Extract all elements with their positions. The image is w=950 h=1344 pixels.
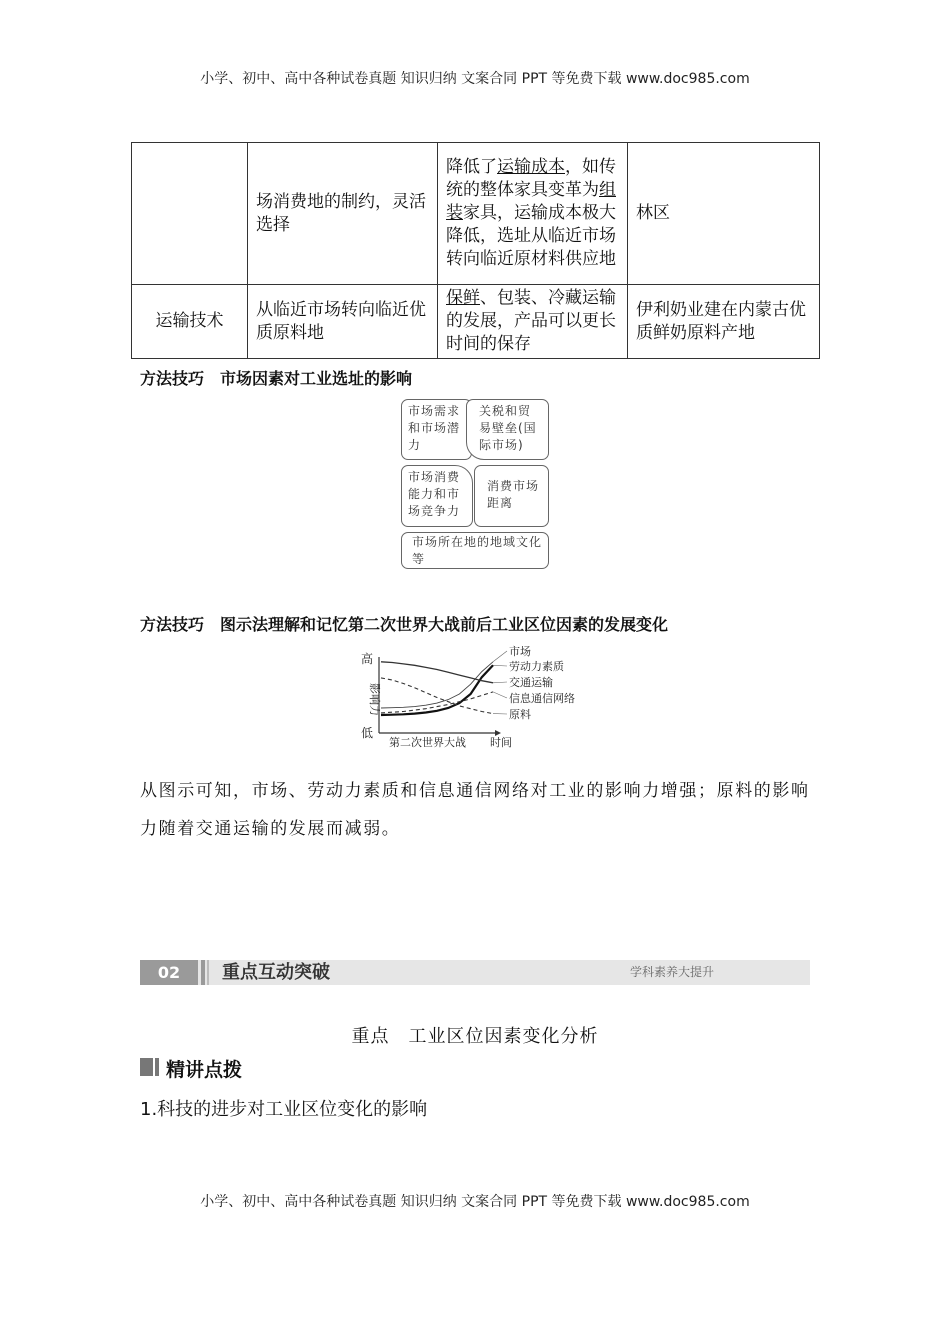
banner-divider [201,960,205,985]
legend-label: 市场 [509,645,531,658]
series-line-2 [381,662,493,683]
x-marker-label: 第二次世界大战 [389,736,466,749]
page-footer: 小学、初中、高中各种试卷真题 知识归纳 文案合同 PPT 等免费下载 www.doc985.com [200,1194,750,1210]
table-cell: 伊利奶业建在内蒙古优质鲜奶原料产地 [628,285,820,359]
underlined-text: 运输成本 [497,157,565,177]
method-title-diagram: 方法技巧 图示法理解和记忆第二次世界大战前后工业区位因素的发展变化 [140,615,669,634]
legend-label: 信息通信网络 [509,692,575,705]
table-cell [132,143,248,285]
table-cell: 从临近市场转向临近优质原料地 [248,285,438,359]
banner-subtitle: 学科素养大提升 [629,965,714,979]
table-cell: 林区 [628,143,820,285]
cell-text: ，如传统的整体家具变革为 [446,157,616,200]
conclusion-paragraph: 从图示可知，市场、劳动力素质和信息通信网络对工业的影响力增强；原料的影响力随着交通运输的发展而减弱。 [140,781,810,839]
section-banner [140,960,810,985]
table-cell: 场消费地的制约，灵活选择 [248,143,438,285]
series-line-4 [381,678,493,714]
page-header: 小学、初中、高中各种试卷真题 知识归纳 文案合同 PPT 等免费下载 www.doc985.com [200,71,750,87]
chart-lines [381,662,493,715]
legend-leader-line [493,665,507,666]
table-row [132,285,820,359]
table-cell: 运输技术 [132,285,248,359]
method-title-market: 方法技巧 市场因素对工业选址的影响 [140,369,413,388]
subsection-title: 精讲点拨 [166,1059,243,1081]
chart-legend [493,645,575,721]
underlined-text: 保鲜 [446,288,480,308]
cell-text: 降低了 [446,157,497,177]
banner-number: 02 [140,960,198,985]
subsection-marker-icon [140,1058,160,1076]
factor-box: 市场需求和市场潜力 [401,399,472,460]
key-point-heading: 重点 工业区位因素变化分析 [351,1026,599,1047]
factor-box: 关税和贸易壁垒(国际市场) [466,399,549,460]
table-cell [438,143,628,285]
legend-leader-line [493,682,507,683]
factor-box: 市场所在地的地域文化等 [401,532,549,569]
x-axis-label: 时间 [490,736,512,749]
cell-text: 家具，运输成本极大降低，选址从临近市场转向临近原材料供应地 [446,203,616,269]
legend-label: 交通运输 [509,676,553,689]
y-low-label: 低 [361,726,374,740]
legend-leader-line [493,651,507,662]
legend-label: 原料 [509,708,531,721]
y-high-label: 高 [361,652,374,666]
y-axis-label: 影响力 [368,683,381,716]
factor-table [131,142,820,359]
cell-text: 、包装、冷藏运输的发展，产品可以更长时间的保存 [446,288,616,354]
factor-box: 消费市场距离 [474,465,549,527]
table-cell [438,285,628,359]
factor-box: 市场消费能力和市场竞争力 [401,465,473,527]
legend-leader-line [493,692,507,698]
banner-title: 重点互动突破 [222,962,330,983]
banner-divider [207,960,209,985]
item-heading: 1.科技的进步对工业区位变化的影响 [140,1099,428,1120]
table-row [132,143,820,285]
legend-label: 劳动力素质 [509,660,564,673]
underlined-text: 组装 [446,180,616,223]
factor-change-chart [355,645,605,755]
